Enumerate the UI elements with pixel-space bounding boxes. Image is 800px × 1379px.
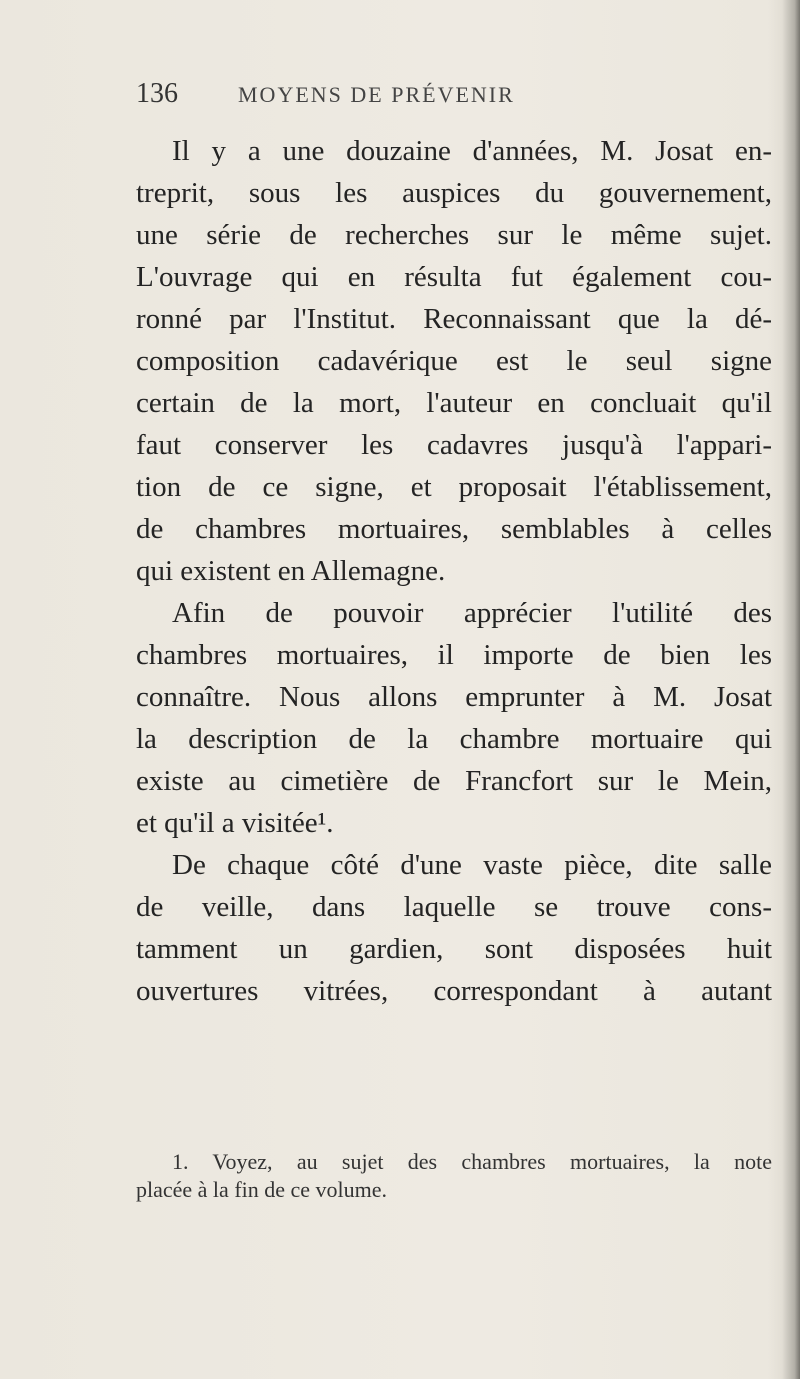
text-line: Il y a une douzaine d'années, M. Josat en-: [172, 135, 772, 167]
text-line: ouvertures vitrées, correspondant à autant: [136, 975, 772, 1007]
text-line: faut conserver les cadavres jusqu'à l'appari-: [136, 429, 772, 461]
text-line: existe au cimetière de Francfort sur le Mein,: [136, 765, 772, 797]
text-line: une série de recherches sur le même sujet.: [136, 219, 772, 251]
text-line: de chambres mortuaires, semblables à celles: [136, 513, 772, 545]
body-text: [136, 130, 772, 1012]
text-line: treprit, sous les auspices du gouvernement,: [136, 177, 772, 209]
text-line: L'ouvrage qui en résulta fut également cou-: [136, 261, 772, 293]
text-line: Afin de pouvoir apprécier l'utilité des: [172, 597, 772, 629]
text-line: composition cadavérique est le seul signe: [136, 345, 772, 377]
text-line: tion de ce signe, et proposait l'établissement,: [136, 471, 772, 503]
text-line: certain de la mort, l'auteur en concluait qu'il: [136, 387, 772, 419]
footnote-line: 1. Voyez, au sujet des chambres mortuaires, la note: [172, 1149, 772, 1174]
running-head: MOYENS DE PRÉVENIR: [238, 82, 515, 107]
text-line: ronné par l'Institut. Reconnaissant que la dé-: [136, 303, 772, 335]
text-line: De chaque côté d'une vaste pièce, dite salle: [172, 849, 772, 881]
text-line: tamment un gardien, sont disposées huit: [136, 933, 772, 965]
page-header: [136, 78, 776, 118]
text-line: de veille, dans laquelle se trouve cons-: [136, 891, 772, 923]
page-edge-shadow: [782, 0, 800, 1379]
footnote-line: placée à la fin de ce volume.: [136, 1177, 388, 1202]
text-line: la description de la chambre mortuaire qui: [136, 723, 772, 755]
text-line: et qu'il a visitée¹.: [136, 807, 334, 839]
text-line: chambres mortuaires, il importe de bien les: [136, 639, 772, 671]
text-line: qui existent en Allemagne.: [136, 555, 446, 587]
footnote: [136, 1148, 772, 1204]
page-number: 136: [136, 78, 178, 109]
text-line: connaître. Nous allons emprunter à M. Josat: [136, 681, 772, 713]
